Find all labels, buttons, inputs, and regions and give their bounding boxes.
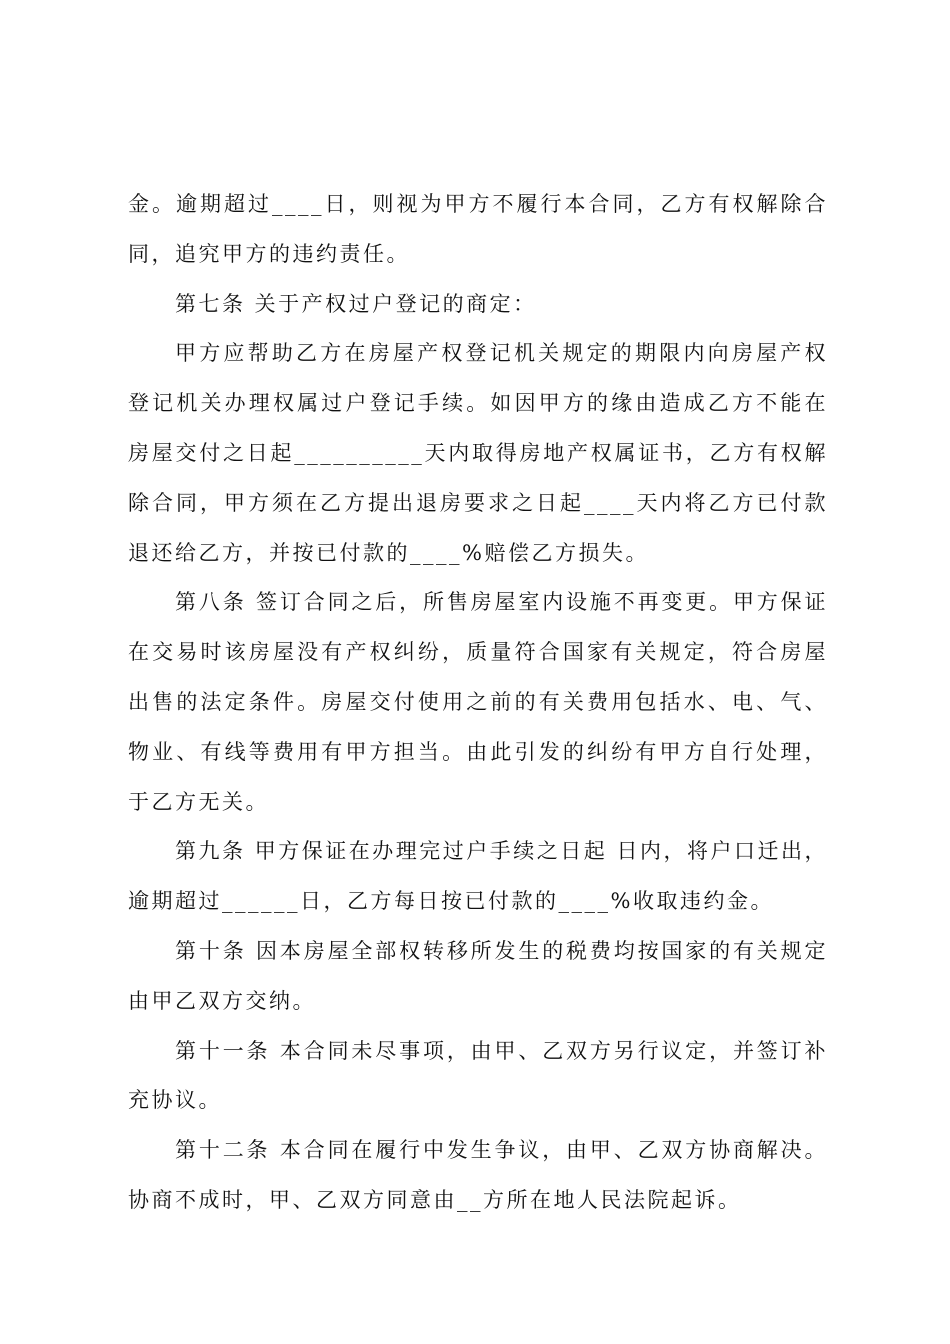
contract-body — [128, 180, 828, 1226]
paragraph-article-7-heading: 第七条 关于产权过户登记的商定： — [175, 291, 537, 316]
paragraph-article-11: 第十一条 本合同未尽事项，由甲、乙双方另行议定，并签订补充协议。 — [128, 1038, 828, 1113]
paragraph-article-12: 第十二条 本合同在履行中发生争议，由甲、乙双方协商解决。协商不成时，甲、乙双方同意由__方所在地人民法院起诉。 — [128, 1138, 828, 1212]
paragraph-article-7-body: 甲方应帮助乙方在房屋产权登记机关规定的期限内向房屋产权登记机关办理权属过户登记手续。如因甲方的缘由造成乙方不能在房屋交付之日起__________天内取得房地产权属证书，乙方有权解除合同，甲方须在乙方提出退房要求之日起____天内将乙方已付款退还给乙方，并按已付款的____%赔偿乙方损失。 — [128, 341, 828, 565]
paragraph-article-8: 第八条 签订合同之后，所售房屋室内设施不再变更。甲方保证在交易时该房屋没有产权纠纷，质量符合国家有关规定，符合房屋出售的法定条件。房屋交付使用之前的有关费用包括水、电、气、物业、有线等费用有甲方担当。由此引发的纠纷有甲方自行处理，于乙方无关。 — [128, 590, 828, 814]
paragraph-article-10: 第十条 因本房屋全部权转移所发生的税费均按国家的有关规定由甲乙双方交纳。 — [128, 938, 828, 1013]
paragraph-continuation: 金。逾期超过____日，则视为甲方不履行本合同，乙方有权解除合同，追究甲方的违约责任。 — [128, 192, 828, 266]
paragraph-article-9: 第九条 甲方保证在办理完过户手续之日起 日内，将户口迁出，逾期超过______日，乙方每日按已付款的____%收取违约金。 — [128, 839, 828, 914]
